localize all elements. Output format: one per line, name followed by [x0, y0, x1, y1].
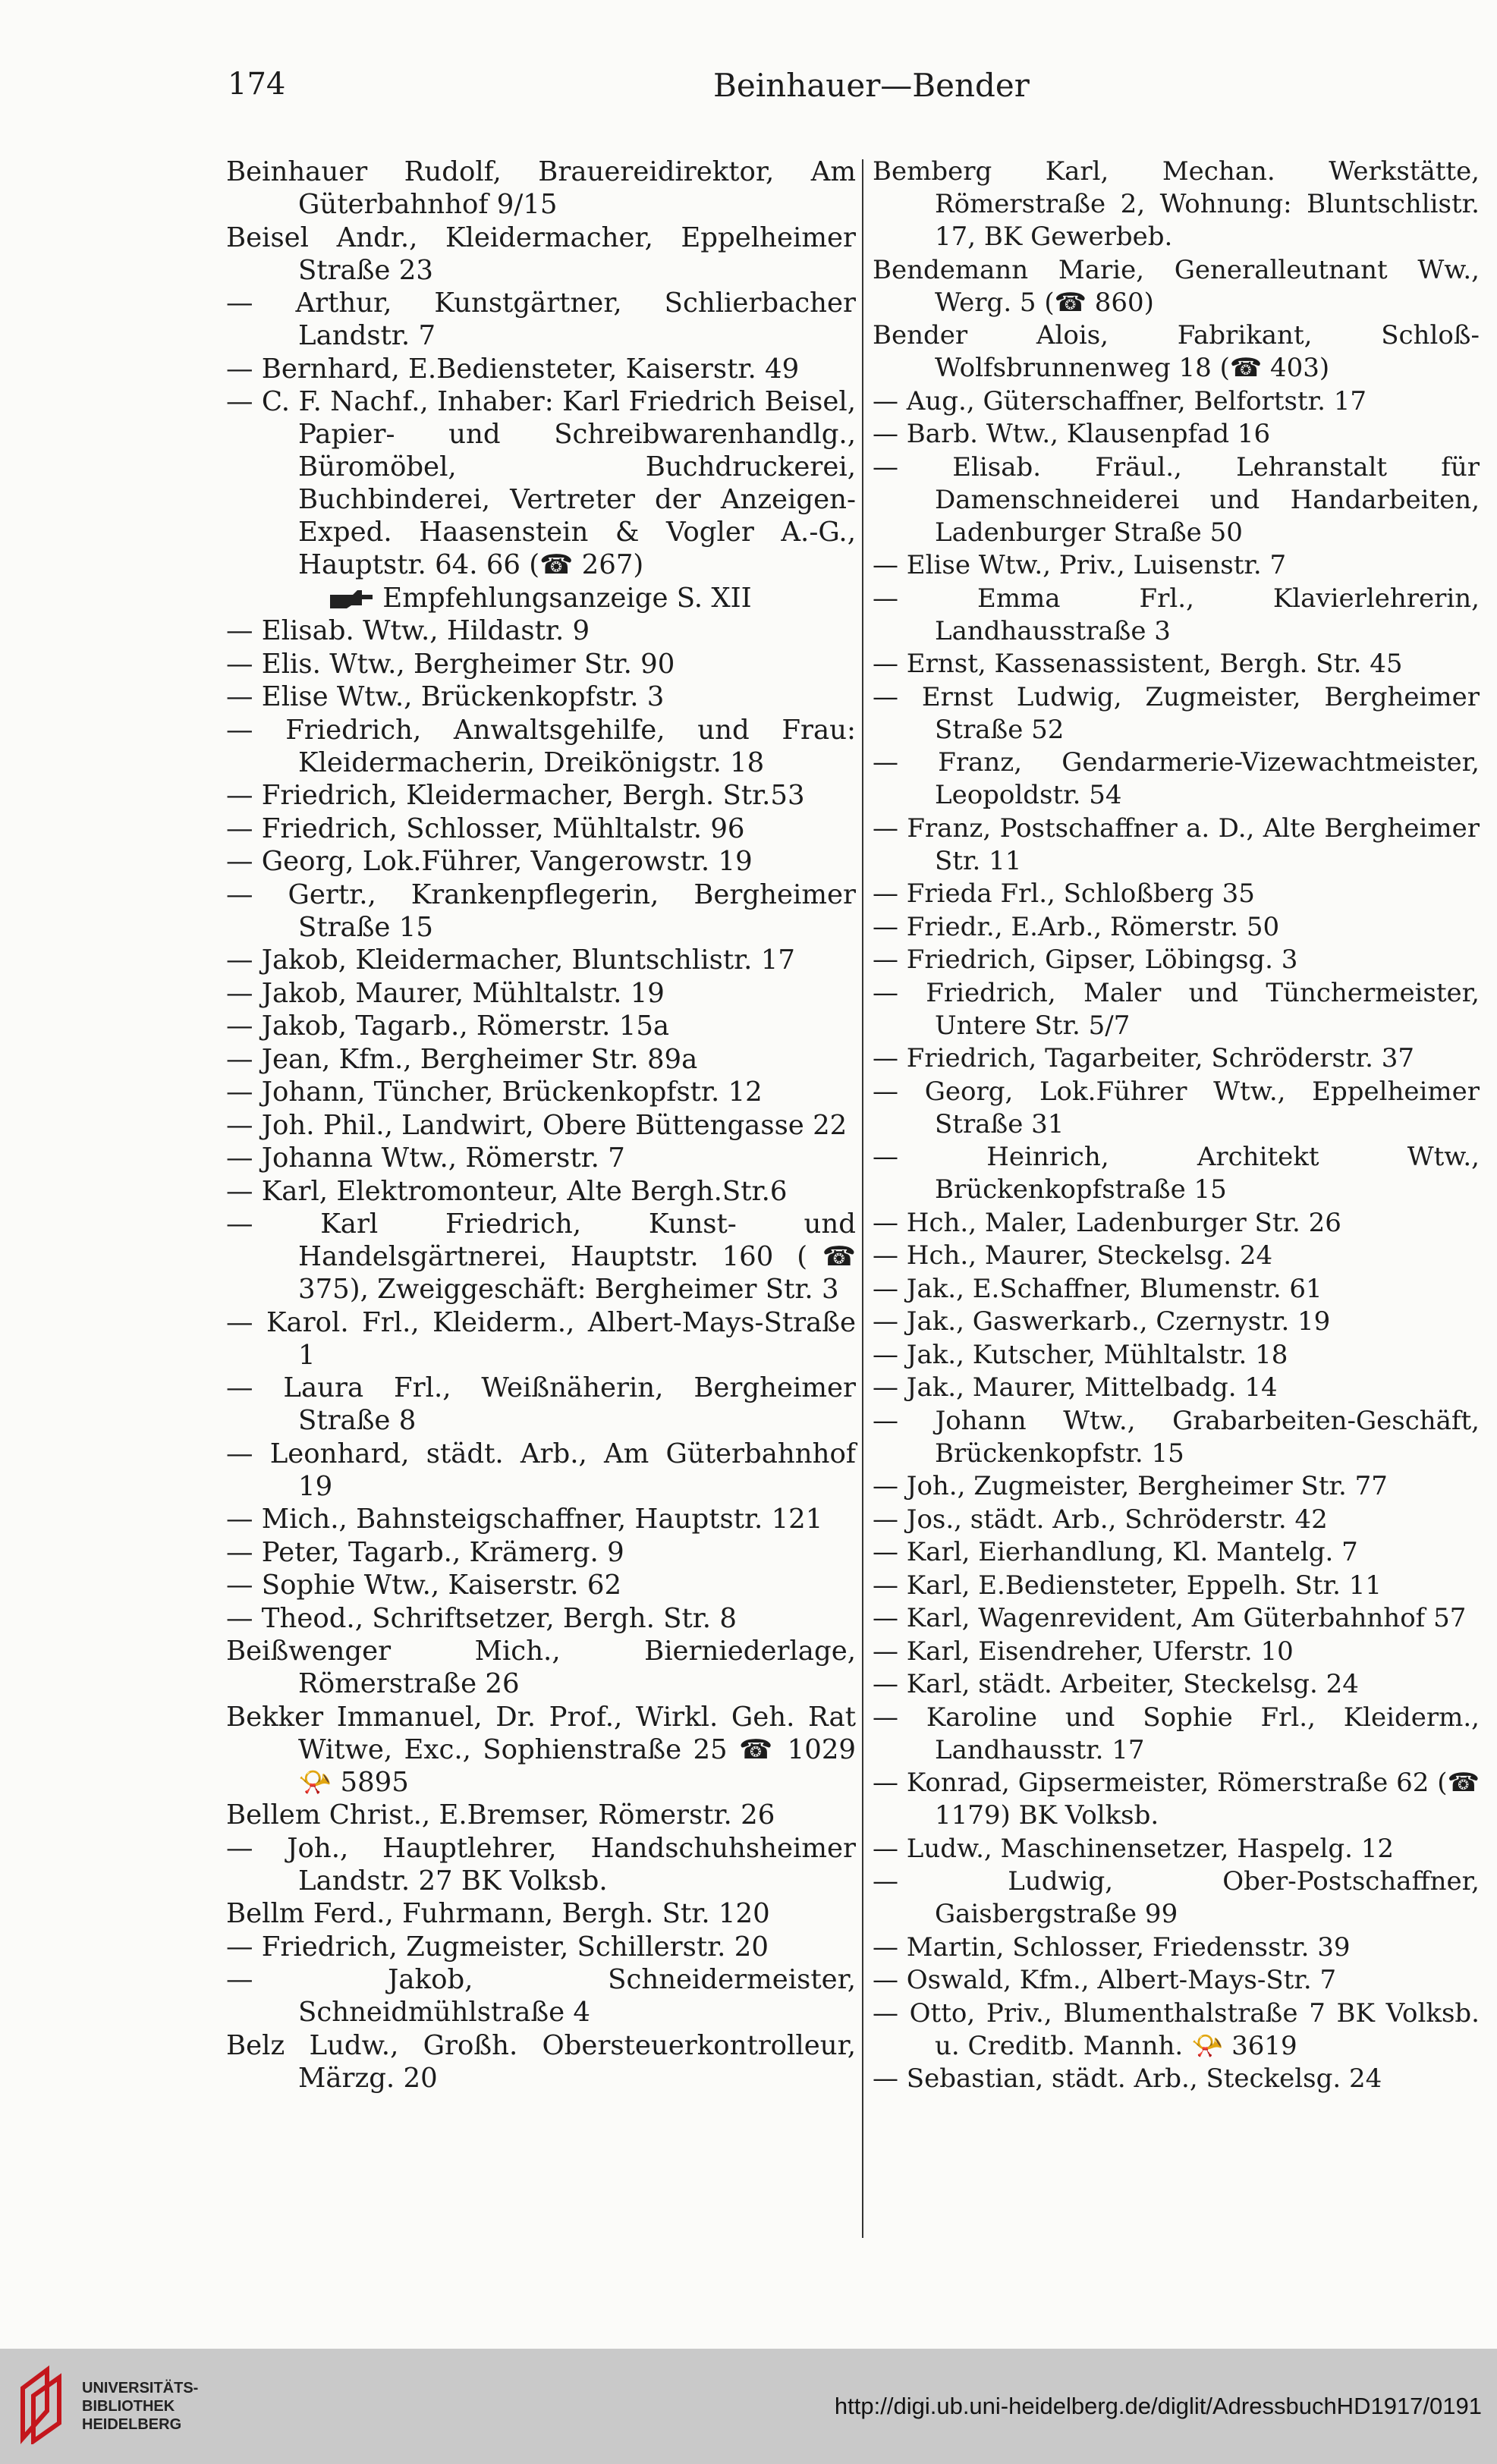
directory-entry: — Barb. Wtw., Klausenpfad 16 [873, 419, 1271, 449]
directory-entry: Bendemann Marie, Generalleutnant Ww., Werg. 5 (☎ 860) [873, 254, 1480, 318]
directory-entry: — Elisab. Wtw., Hildastr. 9 [226, 615, 590, 646]
directory-entry: — Karl, Eierhandlung, Kl. Mantelg. 7 [873, 1537, 1358, 1567]
directory-entry: — Friedrich, Gipser, Löbingsg. 3 [873, 944, 1298, 975]
directory-entry: — Jakob, Maurer, Mühltalstr. 19 [226, 977, 665, 1009]
directory-entry: — Leonhard, städt. Arb., Am Güterbahnhof 19 [226, 1438, 856, 1502]
directory-entry: — Otto, Priv., Blumenthalstraße 7 BK Volksb. u. Creditb. Mannh. 📯 3619 [873, 1997, 1480, 2061]
directory-entry: — Johanna Wtw., Römerstr. 7 [226, 1142, 625, 1174]
directory-entry: — Konrad, Gipsermeister, Römerstraße 62 (☎ 1179) BK Volksb. [873, 1768, 1480, 1831]
directory-entry: — Oswald, Kfm., Albert-Mays-Str. 7 [873, 1965, 1337, 1995]
library-logo-icon [17, 2365, 65, 2444]
advertisement-text: Empfehlungsanzeige S. XII [382, 582, 752, 614]
directory-entry: Beinhauer Rudolf, Brauereidirektor, Am Güterbahnhof 9/15 [226, 156, 856, 220]
directory-entry: — Elise Wtw., Priv., Luisenstr. 7 [873, 550, 1287, 580]
directory-entry: — Karl Friedrich, Kunst- und Handelsgärtnerei, Hauptstr. 160 (☎ 375), Zweiggeschäft: Bergheimer Str. 3 [226, 1208, 856, 1305]
directory-entry: — Friedrich, Tagarbeiter, Schröderstr. 37 [873, 1043, 1414, 1073]
directory-entry: — Peter, Tagarb., Krämerg. 9 [226, 1536, 624, 1568]
directory-entry: Belz Ludw., Großh. Obersteuerkontrolleur, Märzg. 20 [226, 2029, 856, 2094]
directory-entry: — Friedrich, Anwaltsgehilfe, und Frau: Kleidermacherin, Dreikönigstr. 18 [226, 714, 856, 778]
directory-entry: — Friedr., E.Arb., Römerstr. 50 [873, 911, 1280, 942]
directory-entry: Bekker Immanuel, Dr. Prof., Wirkl. Geh. Rat Witwe, Exc., Sophienstraße 25 ☎ 1029 📯 5895 [226, 1701, 856, 1798]
directory-entry: — Franz, Gendarmerie-Vizewachtmeister, Leopoldstr. 54 [873, 747, 1480, 810]
directory-entry: — Elis. Wtw., Bergheimer Str. 90 [226, 648, 675, 680]
directory-entry: — Joh., Hauptlehrer, Handschuhsheimer Landstr. 27 BK Volksb. [226, 1832, 856, 1897]
directory-entry: — Karl, städt. Arbeiter, Steckelsg. 24 [873, 1669, 1359, 1699]
directory-entry: — Jak., Gaswerkarb., Czernystr. 19 [873, 1306, 1331, 1337]
left-column [226, 156, 856, 2095]
directory-entry: — Elisab. Fräul., Lehranstalt für Damenschneiderei und Handarbeiten, Ladenburger Straße 50 [873, 451, 1480, 548]
advertisement-reference [226, 582, 856, 614]
directory-entry: Beißwenger Mich., Bierniederlage, Römerstraße 26 [226, 1636, 856, 1699]
directory-entry: — Friedrich, Schlosser, Mühltalstr. 96 [226, 812, 745, 844]
directory-entry: — Emma Frl., Klavierlehrerin, Landhausstraße 3 [873, 583, 1480, 646]
directory-entry: — Joh. Phil., Landwirt, Obere Büttengasse 22 [226, 1109, 848, 1141]
directory-entry: — Hch., Maler, Ladenburger Str. 26 [873, 1207, 1341, 1238]
directory-entry: — Franz, Postschaffner a. D., Alte Bergheimer Str. 11 [873, 812, 1480, 876]
directory-entry: — Frieda Frl., Schloßberg 35 [873, 878, 1255, 909]
directory-entry: — C. F. Nachf., Inhaber: Karl Friedrich Beisel, Papier- und Schreibwarenhandlg., Büromöbel, Buchdruckerei, Buchbinderei, Vertreter der Anzeigen-Exped. Haasenstein & Vogler A.-G., Hauptstr. 64. 66 (☎ 267) [226, 386, 856, 580]
directory-entry: Bender Alois, Fabrikant, Schloß-Wolfsbrunnenweg 18 (☎ 403) [873, 320, 1480, 383]
directory-entry: — Heinrich, Architekt Wtw., Brückenkopfstraße 15 [873, 1142, 1480, 1205]
directory-entry: — Jak., E.Schaffner, Blumenstr. 61 [873, 1273, 1322, 1304]
directory-entry: Bellm Ferd., Fuhrmann, Bergh. Str. 120 [226, 1898, 770, 1929]
directory-entry: — Friedrich, Kleidermacher, Bergh. Str.53 [226, 780, 805, 811]
directory-entry: — Jean, Kfm., Bergheimer Str. 89a [226, 1043, 698, 1075]
directory-entry: — Joh., Zugmeister, Bergheimer Str. 77 [873, 1471, 1388, 1501]
directory-entry: — Georg, Lok.Führer, Vangerowstr. 19 [226, 846, 753, 877]
directory-entry: — Sophie Wtw., Kaiserstr. 62 [226, 1570, 622, 1601]
directory-entry: — Jakob, Tagarb., Römerstr. 15a [226, 1010, 670, 1042]
library-name-line: BIBLIOTHEK [82, 2398, 175, 2415]
right-column [873, 156, 1480, 2096]
directory-entry: — Ludw., Maschinensetzer, Haspelg. 12 [873, 1833, 1394, 1864]
directory-entry: — Johann, Tüncher, Brückenkopfstr. 12 [226, 1076, 763, 1108]
directory-entry: — Karl, Elektromonteur, Alte Bergh.Str.6 [226, 1175, 788, 1207]
directory-entry: Bemberg Karl, Mechan. Werkstätte, Römerstraße 2, Wohnung: Bluntschlistr. 17, BK Gewerbeb. [873, 156, 1480, 252]
page-number: 174 [228, 67, 286, 102]
directory-entry: — Jak., Maurer, Mittelbadg. 14 [873, 1372, 1278, 1403]
directory-entry: — Jos., städt. Arb., Schröderstr. 42 [873, 1504, 1328, 1535]
directory-entry: — Sebastian, städt. Arb., Steckelsg. 24 [873, 2063, 1382, 2094]
pointing-hand-icon [329, 589, 374, 610]
directory-entry: — Ernst Ludwig, Zugmeister, Bergheimer Straße 52 [873, 681, 1480, 745]
directory-entry: — Johann Wtw., Grabarbeiten-Geschäft, Brückenkopfstr. 15 [873, 1405, 1480, 1469]
directory-entry: — Karl, Eisendreher, Uferstr. 10 [873, 1636, 1294, 1667]
directory-entry: — Georg, Lok.Führer Wtw., Eppelheimer Straße 31 [873, 1076, 1480, 1139]
running-head: Beinhauer—Bender [713, 67, 1030, 104]
directory-entry: — Bernhard, E.Bediensteter, Kaiserstr. 49 [226, 353, 800, 385]
directory-entry: Bellem Christ., E.Bremser, Römerstr. 26 [226, 1799, 775, 1831]
directory-entry: — Ludwig, Ober-Postschaffner, Gaisbergstraße 99 [873, 1866, 1480, 1929]
directory-entry: Beisel Andr., Kleidermacher, Eppelheimer Straße 23 [226, 222, 856, 286]
directory-entry: — Jakob, Kleidermacher, Bluntschlistr. 17 [226, 944, 795, 976]
directory-entry: — Friedrich, Zugmeister, Schillerstr. 20 [226, 1931, 769, 1963]
directory-entry: — Elise Wtw., Brückenkopfstr. 3 [226, 681, 665, 712]
directory-entry: — Gertr., Krankenpflegerin, Bergheimer Straße 15 [226, 878, 856, 943]
directory-entry: — Karol. Frl., Kleiderm., Albert-Mays-Straße 1 [226, 1306, 856, 1371]
library-name-line: HEIDELBERG [82, 2416, 182, 2433]
directory-entry: — Ernst, Kassenassistent, Bergh. Str. 45 [873, 649, 1403, 679]
column-divider [862, 159, 863, 2238]
directory-entry: — Karl, E.Bediensteter, Eppelh. Str. 11 [873, 1570, 1382, 1601]
directory-entry: — Aug., Güterschaffner, Belfortstr. 17 [873, 385, 1366, 416]
library-name [82, 2379, 198, 2434]
directory-entry: — Karoline und Sophie Frl., Kleiderm., Landhausstr. 17 [873, 1702, 1480, 1765]
directory-entry: — Jak., Kutscher, Mühltalstr. 18 [873, 1339, 1288, 1370]
directory-entry: — Hch., Maurer, Steckelsg. 24 [873, 1240, 1273, 1271]
directory-entry: — Laura Frl., Weißnäherin, Bergheimer Straße 8 [226, 1372, 856, 1436]
directory-entry: — Martin, Schlosser, Friedensstr. 39 [873, 1931, 1351, 1963]
directory-entry: — Karl, Wagenrevident, Am Güterbahnhof 57 [873, 1603, 1467, 1633]
source-url-link[interactable]: http://digi.ub.uni-heidelberg.de/diglit/AdressbuchHD1917/0191 [834, 2393, 1482, 2419]
footer-bar [0, 2349, 1497, 2464]
directory-entry: — Mich., Bahnsteigschaffner, Hauptstr. 121 [226, 1504, 823, 1535]
page-header [228, 67, 1404, 120]
library-name-line: UNIVERSITÄTS- [82, 2380, 199, 2396]
directory-entry: — Jakob, Schneidermeister, Schneidmühlstraße 4 [226, 1964, 856, 2028]
directory-entry: — Friedrich, Maler und Tünchermeister, Untere Str. 5/7 [873, 977, 1480, 1041]
directory-entry: — Arthur, Kunstgärtner, Schlierbacher Landstr. 7 [226, 288, 856, 351]
directory-entry: — Theod., Schriftsetzer, Bergh. Str. 8 [226, 1602, 737, 1634]
